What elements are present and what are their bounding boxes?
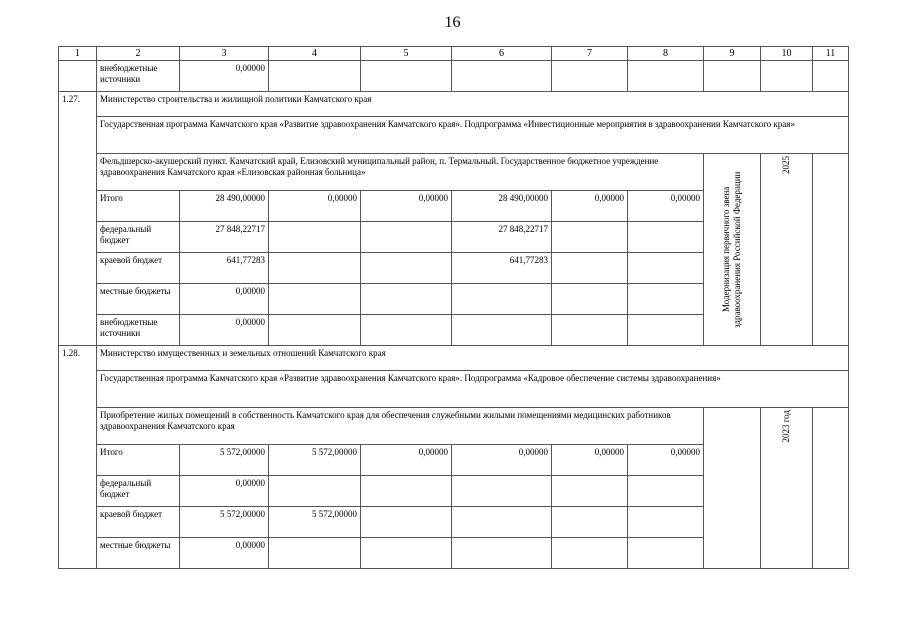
value-cell: 641,77283 — [180, 253, 269, 284]
value-cell — [628, 284, 704, 315]
column-header: 9 — [704, 47, 761, 61]
value-cell: 641,77283 — [452, 253, 552, 284]
object-row — [59, 408, 849, 445]
value-cell — [628, 253, 704, 284]
purpose-text: Модернизация первичного звена здравоохранения Российской Федерации — [721, 171, 742, 328]
value-cell: 0,00000 — [628, 445, 704, 476]
value-cell — [361, 507, 452, 538]
row-label: Итого — [97, 445, 180, 476]
index-cell — [59, 61, 97, 92]
value-cell: 0,00000 — [552, 191, 628, 222]
value-cell — [361, 538, 452, 569]
program-row — [59, 371, 849, 408]
value-cell — [269, 222, 361, 253]
column-number-row — [59, 47, 849, 61]
column-header: 6 — [452, 47, 552, 61]
object-row — [59, 154, 849, 191]
value-cell: 28 490,00000 — [452, 191, 552, 222]
ministry-name: Министерство имущественных и земельных отношений Камчатского края — [97, 346, 849, 371]
value-cell — [452, 476, 552, 507]
value-cell: 0,00000 — [628, 191, 704, 222]
value-cell — [552, 538, 628, 569]
value-cell: 0,00000 — [180, 284, 269, 315]
value-cell — [361, 284, 452, 315]
value-cell — [452, 507, 552, 538]
value-cell: 5 572,00000 — [269, 445, 361, 476]
column-header: 2 — [97, 47, 180, 61]
row-label: федеральный бюджет — [97, 476, 180, 507]
value-cell — [452, 538, 552, 569]
value-cell — [628, 315, 704, 346]
value-cell: 0,00000 — [269, 191, 361, 222]
value-cell: 0,00000 — [361, 191, 452, 222]
value-cell — [361, 315, 452, 346]
year-cell — [761, 408, 813, 569]
value-cell — [269, 538, 361, 569]
year-text: 2025 — [781, 156, 791, 174]
ministry-name: Министерство строительства и жилищной политики Камчатского края — [97, 92, 849, 117]
ministry-row — [59, 92, 849, 117]
ministry-row — [59, 346, 849, 371]
value-cell: 5 572,00000 — [180, 507, 269, 538]
column-header: 1 — [59, 47, 97, 61]
program-name: Государственная программа Камчатского края «Развитие здравоохранения Камчатского края». Подпрограмма «Инвестиционные мероприятия в здравоохранении Камчатского края» — [97, 117, 849, 154]
value-cell — [452, 284, 552, 315]
value-cell — [552, 476, 628, 507]
empty-cell — [704, 408, 761, 569]
value-cell: 28 490,00000 — [180, 191, 269, 222]
budget-table — [58, 46, 849, 569]
value-cell: 0,00000 — [180, 538, 269, 569]
value-cell: 27 848,22717 — [180, 222, 269, 253]
object-name: Приобретение жилых помещений в собственность Камчатского края для обеспечения служебными жилыми помещениями медицинских работников здравоохранения Камчатского края — [97, 408, 704, 445]
value-cell — [269, 284, 361, 315]
object-name: Фельдшерско-акушерский пункт. Камчатский край, Елизовский муниципальный район, п. Термальный. Государственное бюджетное учреждение здравоохранения Камчатского края «Елизовская районная больница» — [97, 154, 704, 191]
value-cell — [552, 315, 628, 346]
empty-cell — [813, 154, 849, 346]
column-header: 8 — [628, 47, 704, 61]
section-index: 1.28. — [59, 346, 97, 569]
value-cell — [552, 222, 628, 253]
value-cell — [361, 476, 452, 507]
empty-cell — [813, 408, 849, 569]
value-cell — [269, 253, 361, 284]
value-cell — [552, 253, 628, 284]
year-cell — [761, 154, 813, 346]
row-label: внебюджетные источники — [97, 315, 180, 346]
row-label: внебюджетные источники — [97, 61, 180, 92]
row-label: федеральный бюджет — [97, 222, 180, 253]
value-cell — [269, 476, 361, 507]
value-cell: 0,00000 — [180, 476, 269, 507]
program-row — [59, 117, 849, 154]
column-header: 3 — [180, 47, 269, 61]
value-cell: 0,00000 — [180, 315, 269, 346]
value-cell: 0,00000 — [452, 445, 552, 476]
value-cell: 0,00000 — [180, 61, 269, 92]
purpose-cell — [704, 154, 761, 346]
row-label: краевой бюджет — [97, 507, 180, 538]
row-label: Итого — [97, 191, 180, 222]
section-index: 1.27. — [59, 92, 97, 346]
value-cell — [269, 315, 361, 346]
row-label: местные бюджеты — [97, 284, 180, 315]
table-row — [59, 61, 849, 92]
program-name: Государственная программа Камчатского края «Развитие здравоохранения Камчатского края». Подпрограмма «Кадровое обеспечение системы здравоохранения» — [97, 371, 849, 408]
column-header: 7 — [552, 47, 628, 61]
value-cell — [628, 476, 704, 507]
value-cell: 0,00000 — [361, 445, 452, 476]
page-number: 16 — [444, 14, 461, 31]
value-cell — [628, 538, 704, 569]
value-cell: 5 572,00000 — [180, 445, 269, 476]
column-header: 10 — [761, 47, 813, 61]
column-header: 5 — [361, 47, 452, 61]
value-cell — [361, 222, 452, 253]
value-cell — [628, 507, 704, 538]
value-cell — [361, 253, 452, 284]
value-cell — [628, 222, 704, 253]
value-cell: 27 848,22717 — [452, 222, 552, 253]
row-label: краевой бюджет — [97, 253, 180, 284]
value-cell — [452, 315, 552, 346]
year-text: 2023 год — [781, 410, 791, 443]
column-header: 4 — [269, 47, 361, 61]
row-label: местные бюджеты — [97, 538, 180, 569]
value-cell: 5 572,00000 — [269, 507, 361, 538]
value-cell — [552, 284, 628, 315]
column-header: 11 — [813, 47, 849, 61]
value-cell — [552, 507, 628, 538]
value-cell: 0,00000 — [552, 445, 628, 476]
